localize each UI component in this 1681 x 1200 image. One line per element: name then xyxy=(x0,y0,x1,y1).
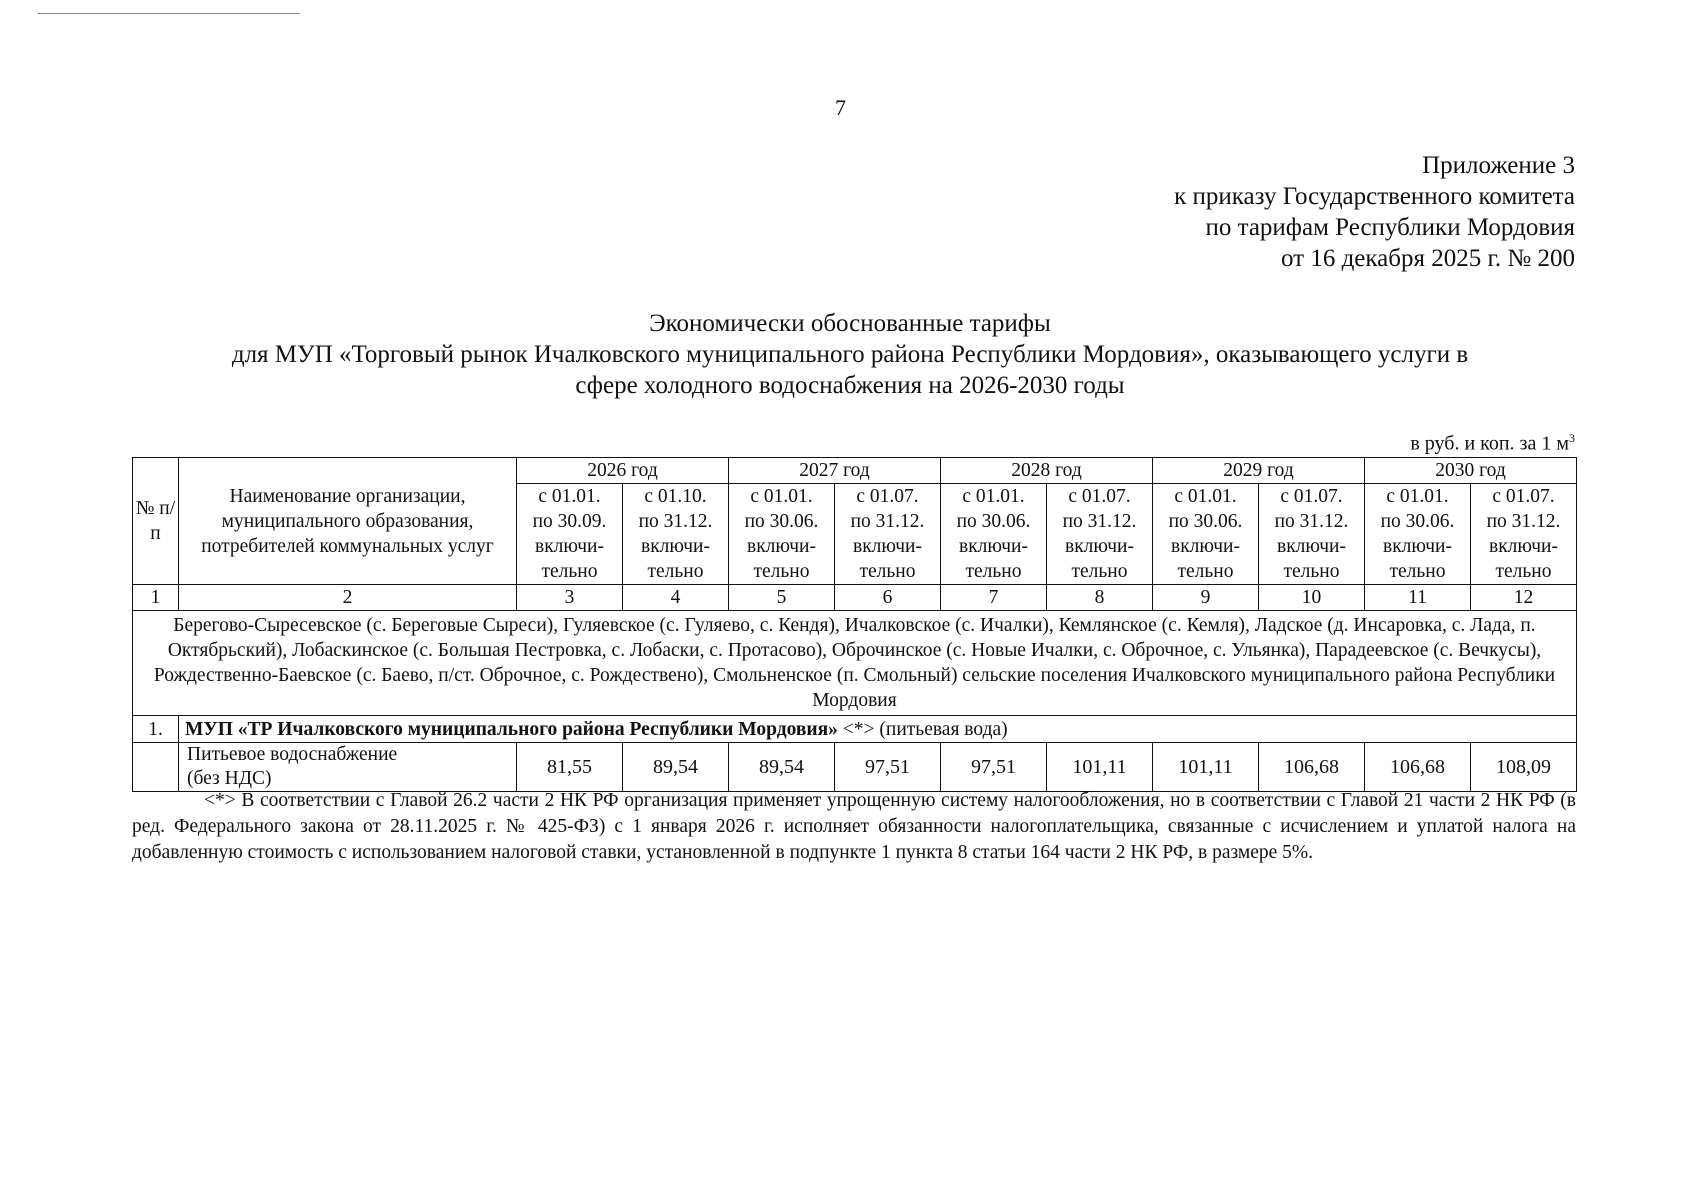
period-header: с 01.07. по 31.12. включи- тельно xyxy=(1259,484,1365,585)
title-line-1: Экономически обоснованные тарифы xyxy=(649,310,1051,337)
org-name-cell xyxy=(179,716,1577,743)
appendix-line-4: от 16 декабря 2025 г. № 200 xyxy=(1280,245,1575,272)
title-line-3: сфере холодного водоснабжения на 2026-2030 годы xyxy=(575,372,1125,399)
service-number-cell xyxy=(133,743,179,792)
tariff-value-cell: 108,09 xyxy=(1471,743,1577,792)
units-superscript: 3 xyxy=(1569,431,1575,445)
tariff-value-cell: 81,55 xyxy=(517,743,623,792)
year-header: 2026 год xyxy=(517,458,729,484)
column-number-cell: 10 xyxy=(1259,585,1365,611)
tariff-value-cell: 97,51 xyxy=(941,743,1047,792)
column-number-cell: 11 xyxy=(1365,585,1471,611)
column-numbers-row xyxy=(133,585,1577,611)
top-divider xyxy=(38,13,300,14)
tax-footnote: <*> В соответствии с Главой 26.2 части 2 НК РФ организация применяет упрощенную систему налогообложения, но в соответствии с Главой 21 части 2 НК РФ (в ред. Федерального закона от 28.11.2025 г. № 425-ФЗ) с 1 января 2026 г. исполняет обязанности налогоплательщика, связанные с исчислением и уплатой налога на добавленную стоимость с использованием налоговой ставки, установленной в подпункте 1 пункта 8 статьи 164 части 2 НК РФ, в размере 5%. xyxy=(132,790,1576,863)
tariff-value-cell: 101,11 xyxy=(1153,743,1259,792)
period-header: с 01.07. по 31.12. включи- тельно xyxy=(835,484,941,585)
appendix-line-3: по тарифам Республики Мордовия xyxy=(1205,214,1575,241)
period-header: с 01.10. по 31.12. включи- тельно xyxy=(623,484,729,585)
period-header: с 01.01. по 30.06. включи- тельно xyxy=(941,484,1047,585)
column-number-cell: 2 xyxy=(179,585,517,611)
org-number-cell: 1. xyxy=(133,716,179,743)
column-number-cell: 7 xyxy=(941,585,1047,611)
appendix-header xyxy=(1174,150,1575,274)
period-header: с 01.01. по 30.06. включи- тельно xyxy=(1153,484,1259,585)
column-number-cell: 4 xyxy=(623,585,729,611)
column-number-cell: 1 xyxy=(133,585,179,611)
service-name-line-2: (без НДС) xyxy=(187,768,272,789)
settlements-row xyxy=(133,611,1577,716)
period-header: с 01.07. по 31.12. включи- тельно xyxy=(1047,484,1153,585)
page-number: 7 xyxy=(835,95,846,120)
year-header: 2028 год xyxy=(941,458,1153,484)
period-header: с 01.01. по 30.09. включи- тельно xyxy=(517,484,623,585)
period-header: с 01.01. по 30.06. включи- тельно xyxy=(729,484,835,585)
year-header-row xyxy=(133,458,1577,484)
tariff-value-cell: 97,51 xyxy=(835,743,941,792)
tariff-value-cell: 106,68 xyxy=(1259,743,1365,792)
column-number-cell: 5 xyxy=(729,585,835,611)
period-header: с 01.01. по 30.06. включи- тельно xyxy=(1365,484,1471,585)
service-name-cell xyxy=(179,743,517,792)
tariffs-table xyxy=(132,457,1577,792)
period-header: с 01.07. по 31.12. включи- тельно xyxy=(1471,484,1577,585)
tariff-value-cell: 89,54 xyxy=(729,743,835,792)
org-name-suffix: <*> (питьевая вода) xyxy=(837,718,1008,740)
year-header: 2029 год xyxy=(1153,458,1365,484)
tariff-value-cell: 89,54 xyxy=(623,743,729,792)
appendix-line-1: Приложение 3 xyxy=(1422,152,1575,179)
units-text: в руб. и коп. за 1 м xyxy=(1410,432,1569,455)
tariff-value-cell: 106,68 xyxy=(1365,743,1471,792)
year-header: 2030 год xyxy=(1365,458,1577,484)
service-row xyxy=(133,743,1577,792)
appendix-line-2: к приказу Государственного комитета xyxy=(1174,183,1575,210)
column-number-cell: 12 xyxy=(1471,585,1577,611)
year-header: 2027 год xyxy=(729,458,941,484)
settlements-cell: Берегово-Сыресевское (с. Береговые Сыреси), Гуляевское (с. Гуляево, с. Кендя), Ичалковское (с. Ичалки), Кемлянское (с. Кемля), Ладское (д. Инсаровка, с. Лада, п. Октябрьский), Лобаскинское (с. Большая Пестровка, с. Лобаски, с. Протасово), Оброчинское (с. Новые Ичалки, с. Оброчное, с. Ульянка), Парадеевское (с. Вечкусы), Рождественно-Баевское (с. Баево, п/ст. Оброчное, с. Рождествено), Смольненское (п. Смольный) сельские поселения Ичалковского муниципального района Республики Мордовия xyxy=(133,611,1577,716)
column-number-cell: 6 xyxy=(835,585,941,611)
document-title xyxy=(140,308,1560,401)
col-name-header: Наименование организации, муниципального образования, потребителей коммунальных услуг xyxy=(179,458,517,585)
column-number-cell: 8 xyxy=(1047,585,1153,611)
column-number-cell: 3 xyxy=(517,585,623,611)
column-number-cell: 9 xyxy=(1153,585,1259,611)
service-name-line-1: Питьевое водоснабжение xyxy=(187,744,398,765)
tariff-value-cell: 101,11 xyxy=(1047,743,1153,792)
title-line-2: для МУП «Торговый рынок Ичалковского муниципального района Республики Мордовия», оказывающего услуги в xyxy=(231,341,1469,368)
org-name: МУП «ТР Ичалковского муниципального района Республики Мордовия» xyxy=(185,718,838,740)
units-note xyxy=(1410,431,1575,456)
col-number-header: № п/п xyxy=(133,458,179,585)
organization-row xyxy=(133,716,1577,743)
